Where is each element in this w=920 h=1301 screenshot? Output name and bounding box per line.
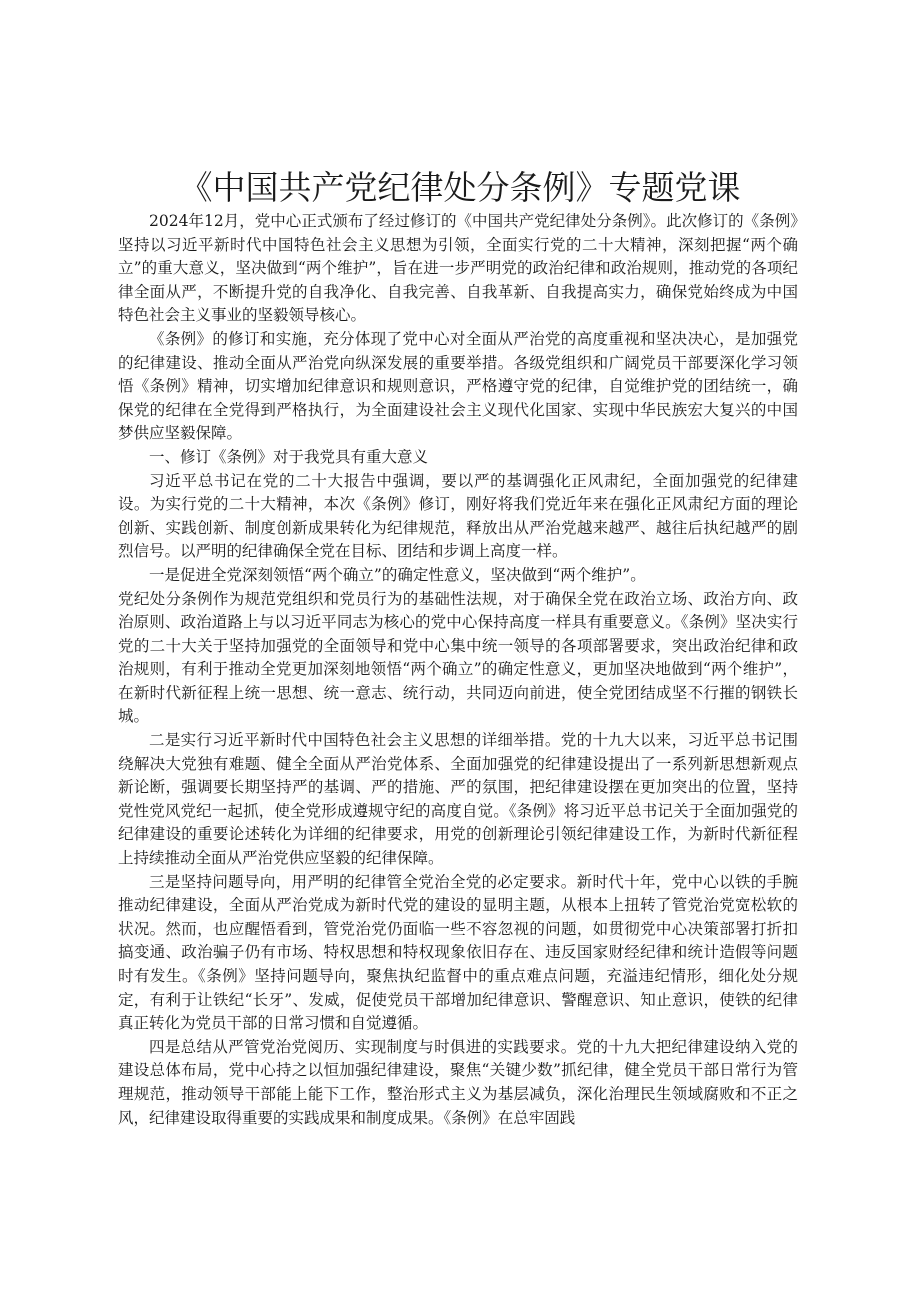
- document-body: [118, 210, 798, 1130]
- paragraph-point-1-body: 党纪处分条例作为规范党组织和党员行为的基础性法规，对于确保全党在政治立场、政治方向、政治原则、政治道路上与以习近平同志为核心的党中心保持高度一样具有重要意义。《条例》坚决实行党的二十大关于坚持加强党的全面领导和党中心集中统一领导的各项部署要求，突出政治纪律和政治规则，有利于推动全党更加深刻地领悟“两个确立”的确定性意义，更加坚决地做到“两个维护”，在新时代新征程上统一思想、统一意志、统行动，共同迈向前进，使全党团结成坚不行摧的钢铁长城。: [118, 589, 798, 726]
- paragraph-point-1-lead: 一是促进全党深刻领悟“两个确立”的确定性意义，坚决做到“两个维护”。: [149, 565, 646, 584]
- paragraph-point-4: 四是总结从严管党治党阅历、实现制度与时俱进的实践要求。党的十九大把纪律建设纳入党的建设总体布局，党中心持之以恒加强纪律建设，聚焦“关键少数”抓纪律，健全党员干部日常行为管理规范，推动领导干部能上能下工作，整治形式主义为基层减负，深化治理民生领域腐败和不正之风，纪律建设取得重要的实践成果和制度成果。《条例》在总牢固践: [118, 1037, 798, 1127]
- paragraph-point-3: 三是坚持问题导向，用严明的纪律管全党治全党的必定要求。新时代十年，党中心以铁的手腕推动纪律建设，全面从严治党成为新时代党的建设的显明主题，从根本上扭转了管党治党宽松软的状况。然而，也应醒悟看到，管党治党仍面临一些不容忽视的问题，如贯彻党中心决策部署打折扣搞变通、政治骗子仍有市场、特权思想和特权现象依旧存在、违反国家财经纪律和统计造假等问题时有发生。《条例》坚持问题导向，聚焦执纪监督中的重点难点问题，充溢违纪情形，细化处分规定，有利于让铁纪“长牙”、发威，促使党员干部增加纪律意识、警醒意识、知止意识，使铁的纪律真正转化为党员干部的日常习惯和自觉遵循。: [118, 872, 798, 1033]
- paragraph-section-1-intro: 习近平总书记在党的二十大报告中强调，要以严的基调强化正风肃纪，全面加强党的纪律建设。为实行党的二十大精神，本次《条例》修订，刚好将我们党近年来在强化正风肃纪方面的理论创新、实践创新、制度创新成果转化为纪律规范，释放出从严治党越来越严、越往后执纪越严的剧烈信号。以严明的纪律确保全党在目标、团结和步调上高度一样。: [118, 471, 798, 561]
- section-heading-1: 一、修订《条例》对于我党具有重大意义: [149, 447, 429, 466]
- paragraph-significance: 《条例》的修订和实施，充分体现了党中心对全面从严治党的高度重视和坚决决心，是加强党的纪律建设、推动全面从严治党向纵深发展的重要举措。各级党组织和广阔党员干部要深化学习领悟《条例》精神，切实增加纪律意识和规则意识，严格遵守党的纪律，自觉维护党的团结统一，确保党的纪律在全党得到严格执行，为全面建设社会主义现代化国家、实现中华民族宏大复兴的中国梦供应坚毅保障。: [118, 329, 798, 443]
- paragraph-point-2: 二是实行习近平新时代中国特色社会主义思想的详细举措。党的十九大以来，习近平总书记围绕解决大党独有难题、健全全面从严治党体系、全面加强党的纪律建设提出了一系列新思想新观点新论断，强调要长期坚持严的基调、严的措施、严的氛围，把纪律建设摆在更加突出的位置，坚持党性党风党纪一起抓，使全党形成遵规守纪的高度自觉。《条例》将习近平总书记关于全面加强党的纪律建设的重要论述转化为详细的纪律要求，用党的创新理论引领纪律建设工作，为新时代新征程上持续推动全面从严治党供应坚毅的纪律保障。: [118, 731, 798, 868]
- document-title: 《中国共产党纪律处分条例》专题党课: [179, 168, 741, 207]
- paragraph-intro: 2024年12月，党中心正式颁布了经过修订的《中国共产党纪律处分条例》。此次修订的《条例》坚持以习近平新时代中国特色社会主义思想为引领，全面实行党的二十大精神，深刻把握“两个确立”的重大意义，坚决做到“两个维护”，旨在进一步严明党的政治纪律和政治规则，推动党的各项纪律全面从严，不断提升党的自我净化、自我完善、自我革新、自我提高实力，确保党始终成为中国特色社会主义事业的坚毅领导核心。: [118, 212, 798, 325]
